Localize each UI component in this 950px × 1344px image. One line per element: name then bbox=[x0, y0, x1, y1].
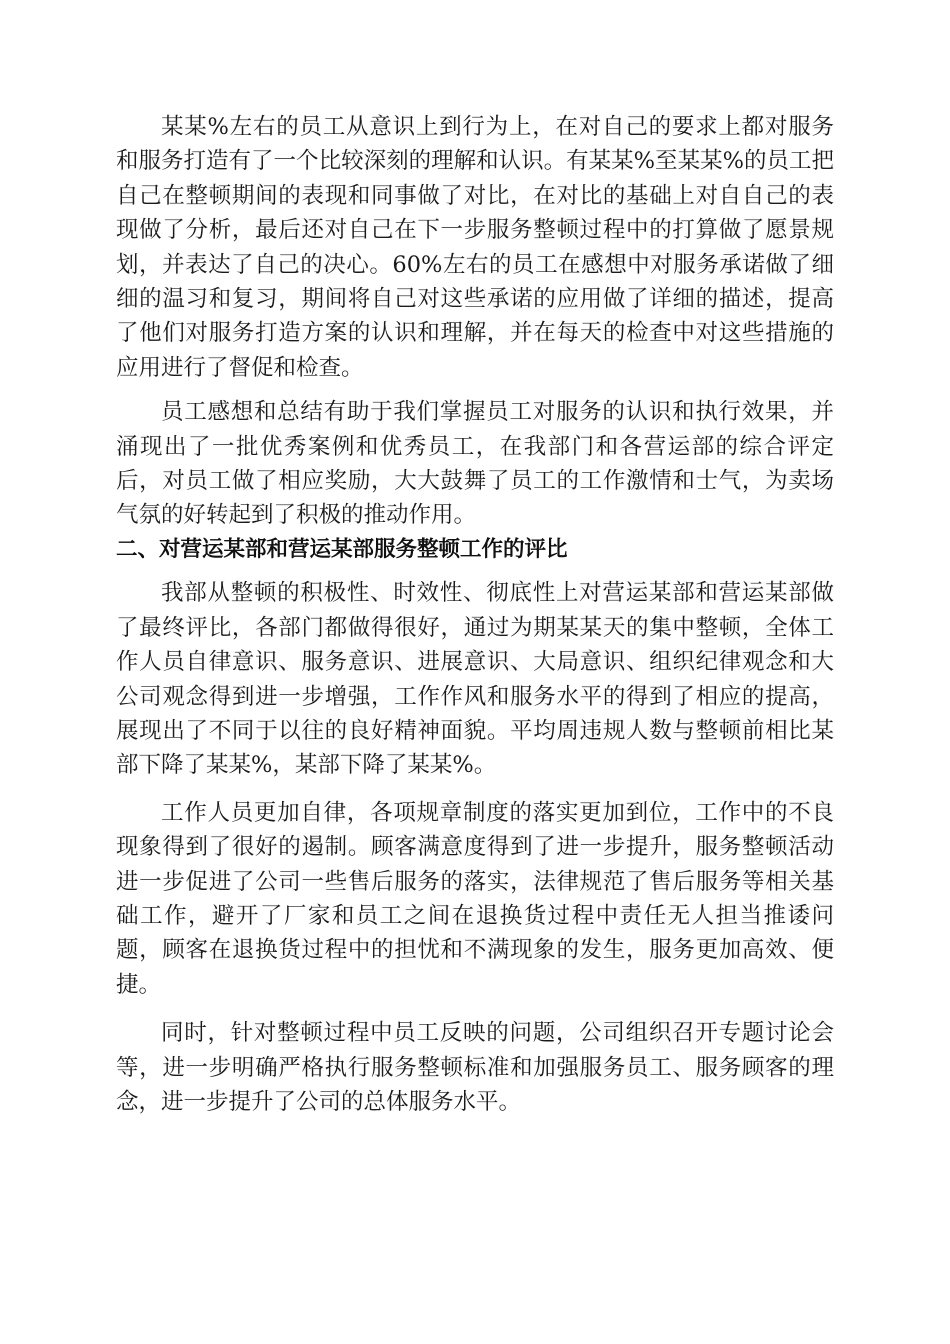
paragraph-staff-discipline: 工作人员更加自律，各项规章制度的落实更加到位，工作中的不良现象得到了很好的遏制。顾客满意度得到了进一步提升，服务整顿活动进一步促进了公司一些售后服务的落实，法律规范了售后服务等相关基础工作，避开了厂家和员工之间在退换货过程中责任无人担当推诿问题，顾客在退换货过程中的担忧和不满现象的发生，服务更加高效、便捷。 bbox=[116, 799, 834, 998]
paragraph-employee-summary: 员工感想和总结有助于我们掌握员工对服务的认识和执行效果，并涌现出了一批优秀案例和优秀员工，在我部门和各营运部的综合评定后，对员工做了相应奖励，大大鼓舞了员工的工作激情和士气，为卖场气氛的好转起到了积极的推动作用。 bbox=[116, 399, 834, 529]
paragraph-employee-awareness: 某某%左右的员工从意识上到行为上，在对自己的要求上都对服务和服务打造有了一个比较深刻的理解和认识。有某某%至某某%的员工把自己在整顿期间的表现和同事做了对比，在对比的基础上对自自己的表现做了分析，最后还对自己在下一步服务整顿过程中的打算做了愿景规划，并表达了自己的决心。60%左右的员工在感想中对服务承诺做了细细的温习和复习，期间将自己对这些承诺的应用做了详细的描述，提高了他们对服务打造方案的认识和理解，并在每天的检查中对这些措施的应用进行了督促和检查。 bbox=[116, 114, 834, 381]
paragraph-department-comparison: 我部从整顿的积极性、时效性、彻底性上对营运某部和营运某部做了最终评比，各部门都做得很好，通过为期某某天的集中整顿，全体工作人员自律意识、服务意识、进展意识、大局意识、组织纪律观念和大公司观念得到进一步增强，工作作风和服务水平的得到了相应的提高，展现出了不同于以往的良好精神面貌。平均周违规人数与整顿前相比某部下降了某某%，某部下降了某某%。 bbox=[116, 580, 834, 779]
paragraph-company-measures: 同时，针对整顿过程中员工反映的问题，公司组织召开专题讨论会等，进一步明确严格执行服务整顿标准和加强服务员工、服务顾客的理念，进一步提升了公司的总体服务水平。 bbox=[116, 1020, 834, 1115]
section-heading-comparison: 二、对营运某部和营运某部服务整顿工作的评比 bbox=[116, 536, 568, 562]
document-page bbox=[116, 110, 834, 1119]
